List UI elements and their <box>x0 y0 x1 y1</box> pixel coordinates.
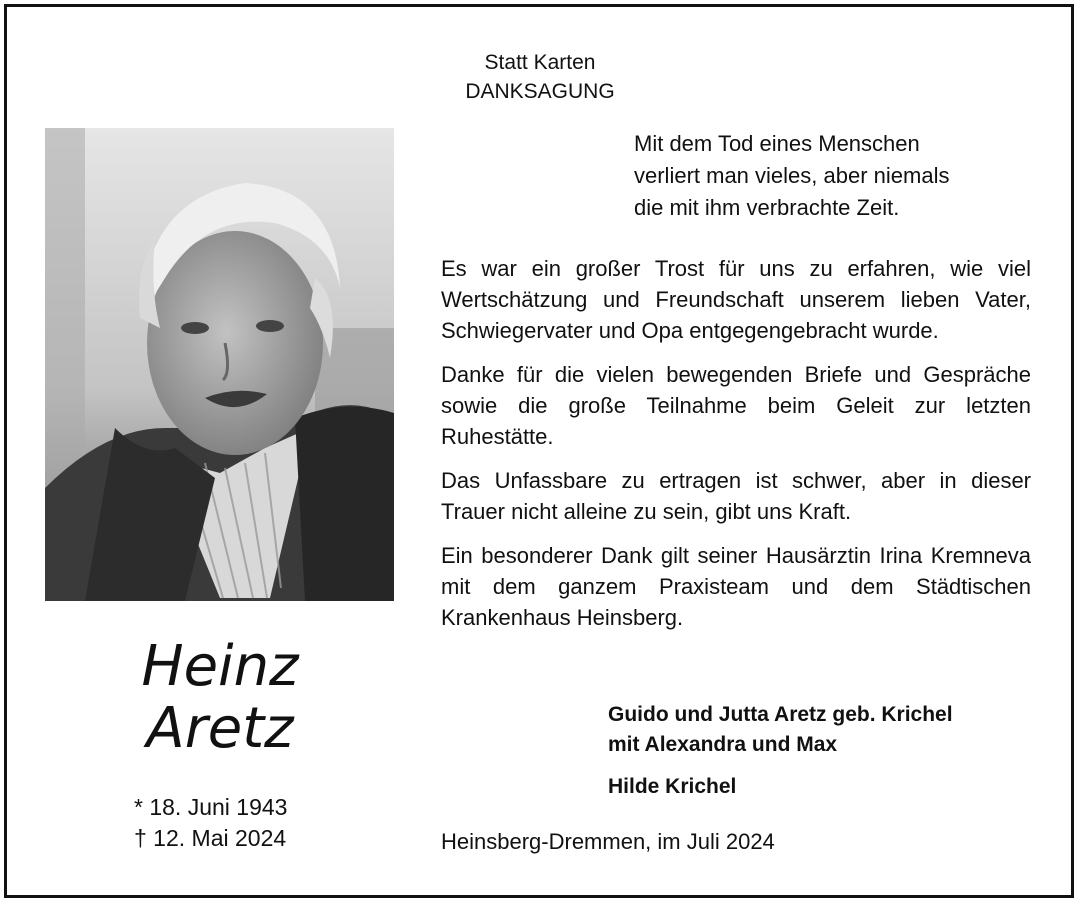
portrait-photo <box>45 128 394 601</box>
header-statt-karten: Statt Karten <box>484 51 596 74</box>
signer-line: Guido und Jutta Aretz geb. Krichel <box>608 703 953 726</box>
signer-line: mit Alexandra und Max <box>608 733 838 756</box>
paragraph: Ein besonderer Dank gilt seiner Hausärztin Irina Kremneva mit dem ganzem Praxisteam und dem Städtischen Krankenhaus Heinsberg. <box>441 543 1031 630</box>
life-dates <box>134 792 374 854</box>
birth-date: * 18. Juni 1943 <box>134 794 288 820</box>
paragraph: Danke für die vielen bewegenden Briefe und Gespräche sowie die große Teilnahme beim Geleit zur letzten Ruhestätte. <box>441 362 1031 449</box>
last-name: Aretz <box>146 696 294 761</box>
death-date: † 12. Mai 2024 <box>134 825 287 851</box>
first-name: Heinz <box>141 634 299 699</box>
paragraph: Das Unfassbare zu ertragen ist schwer, aber in dieser Trauer nicht alleine zu sein, gibt uns Kraft. <box>441 468 1031 524</box>
memorial-quote <box>634 128 1034 224</box>
quote-line: verliert man vieles, aber niemals <box>634 163 950 188</box>
quote-line: die mit ihm verbrachte Zeit. <box>634 195 900 220</box>
header-danksagung: DANKSAGUNG <box>465 80 615 103</box>
paragraph: Es war ein großer Trost für uns zu erfahren, wie viel Wertschätzung und Freundschaft unserem lieben Vater, Schwiegervater und Opa entgegengebracht wurde. <box>441 256 1031 343</box>
signer-line: Hilde Krichel <box>608 775 737 798</box>
quote-line: Mit dem Tod eines Menschen <box>634 131 920 156</box>
notice-header <box>430 48 650 106</box>
deceased-name <box>105 636 335 760</box>
thank-you-text <box>441 253 1031 646</box>
signers <box>608 700 1048 802</box>
place-and-date: Heinsberg-Dremmen, im Juli 2024 <box>441 829 775 854</box>
